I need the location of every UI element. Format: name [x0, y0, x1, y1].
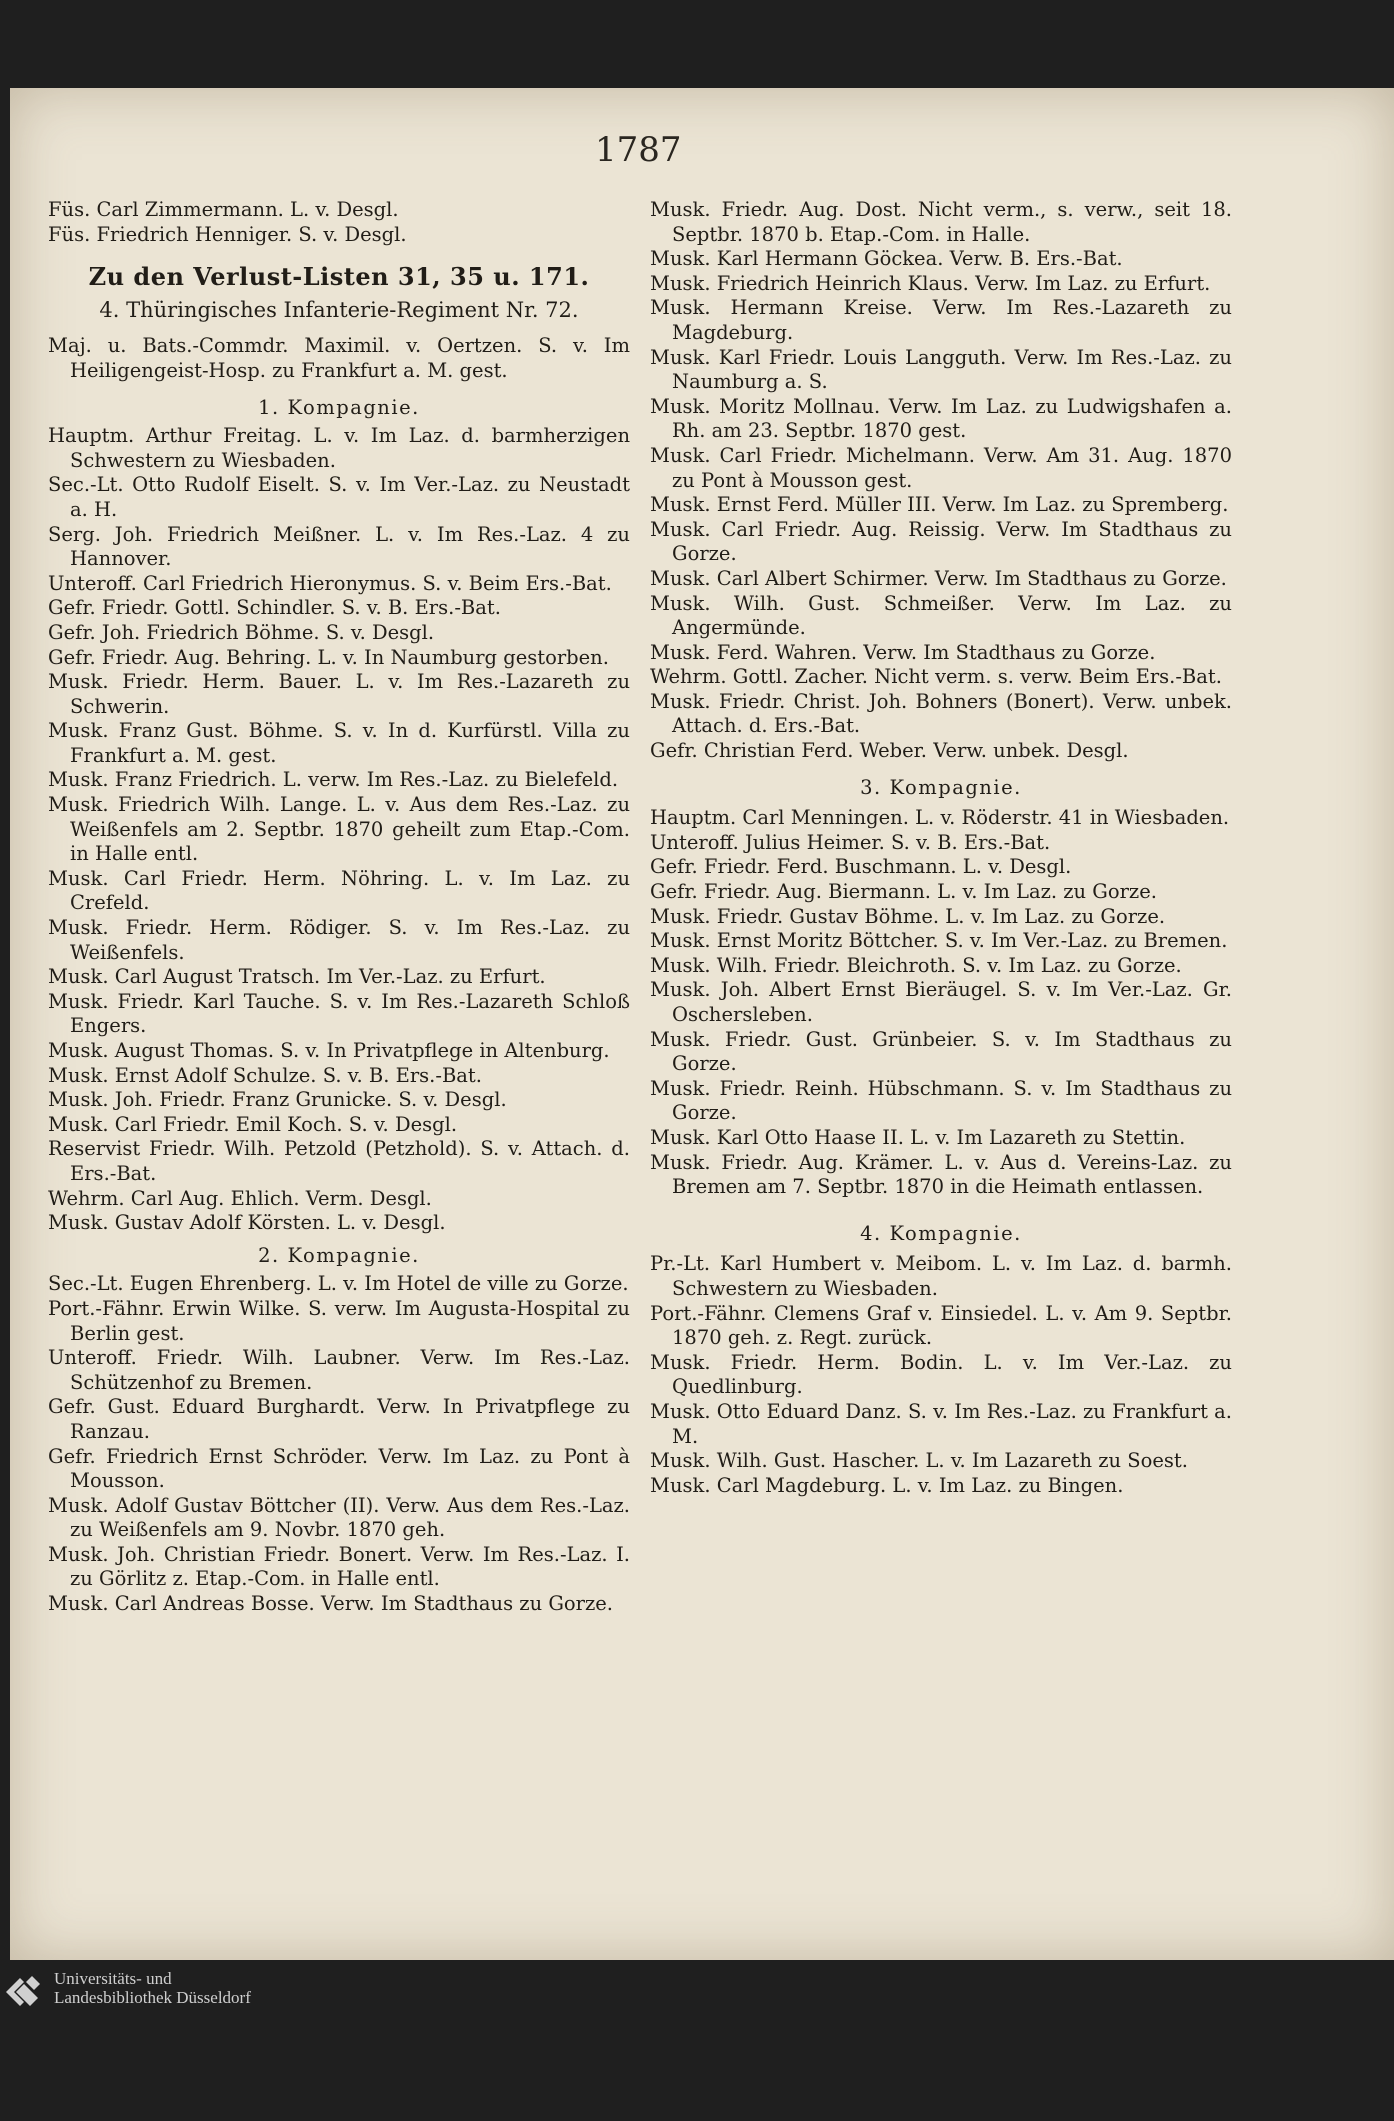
entry: Musk. Joh. Friedr. Franz Grunicke. S. v. Desgl. — [48, 1088, 507, 1112]
entry: Musk. August Thomas. S. v. In Privatpflege in Altenburg. — [48, 1039, 610, 1062]
entry: Musk. Friedrich Wilh. Lange. L. v. Aus dem Res.-Laz. zu Weißenfels am 2. Septbr. 1870 geheilt zum Etap.-Com. in Halle entl. — [48, 793, 630, 866]
entry: Musk. Friedr. Gust. Grünbeier. S. v. Im Stadthaus zu Gorze. — [650, 1027, 1232, 1076]
continued-list — [650, 198, 1232, 764]
entry: Musk. Wilh. Friedr. Bleichroth. S. v. Im Laz. zu Gorze. — [650, 953, 1182, 977]
entry: Musk. Joh. Albert Ernst Bieräugel. S. v. Im Ver.-Laz. Gr. Oschersleben. — [650, 978, 1232, 1026]
entry: Musk. Ferd. Wahren. Verw. Im Stadthaus zu Gorze. — [650, 640, 1156, 664]
entry: Musk. Carl Andreas Bosse. Verw. Im Stadthaus zu Gorze. — [48, 1592, 613, 1616]
company-heading: 1. Kompagnie. — [258, 395, 420, 419]
section-heading: Zu den Verlust-Listen 31, 35 u. 171. — [88, 262, 590, 292]
entry: Musk. Friedr. Aug. Dost. Nicht verm., s. verw., seit 18. Septbr. 1870 b. Etap.-Com. in Halle. — [650, 198, 1232, 246]
company-2-list — [48, 1272, 630, 1616]
entry: Musk. Otto Eduard Danz. S. v. Im Res.-Laz. zu Frankfurt a. M. — [650, 1399, 1232, 1448]
entry: Musk. Adolf Gustav Böttcher (II). Verw. Aus dem Res.-Laz. zu Weißenfels am 9. Novbr. 1870 geh. — [48, 1493, 630, 1542]
entry: Sec.-Lt. Otto Rudolf Eiselt. S. v. Im Ver.-Laz. zu Neustadt a. H. — [48, 473, 630, 521]
entry: Gefr. Friedr. Aug. Biermann. L. v. Im Laz. zu Gorze. — [650, 880, 1157, 904]
right-column — [650, 198, 1232, 1498]
entry: Musk. Karl Hermann Göckea. Verw. B. Ers.-Bat. — [650, 247, 1123, 271]
library-name-line2: Landesbibliothek Düsseldorf — [54, 1988, 251, 2007]
entry: Musk. Moritz Mollnau. Verw. Im Laz. zu Ludwigshafen a. Rh. am 23. Septbr. 1870 gest. — [650, 394, 1232, 443]
entry: Musk. Franz Gust. Böhme. S. v. In d. Kurfürstl. Villa zu Frankfurt a. M. gest. — [48, 719, 630, 767]
entry: Musk. Friedr. Reinh. Hübschmann. S. v. Im Stadthaus zu Gorze. — [650, 1076, 1232, 1125]
entry: Musk. Carl Friedr. Michelmann. Verw. Am 31. Aug. 1870 zu Pont à Mousson gest. — [650, 443, 1232, 492]
entry: Musk. Ernst Ferd. Müller III. Verw. Im Laz. zu Spremberg. — [650, 493, 1229, 517]
entry: Musk. Joh. Christian Friedr. Bonert. Verw. Im Res.-Laz. I. zu Görlitz z. Etap.-Com. in Halle entl. — [48, 1542, 630, 1591]
entry: Gefr. Joh. Friedrich Böhme. S. v. Desgl. — [48, 620, 435, 644]
entry: Musk. Friedrich Heinrich Klaus. Verw. Im Laz. zu Erfurt. — [650, 271, 1211, 295]
entry: Gefr. Friedr. Gottl. Schindler. S. v. B. Ers.-Bat. — [48, 596, 501, 620]
entry: Musk. Friedr. Karl Tauche. S. v. Im Res.-Lazareth Schloß Engers. — [48, 989, 630, 1038]
scanned-page — [10, 88, 1394, 1960]
entry: Gefr. Friedrich Ernst Schröder. Verw. Im Laz. zu Pont à Mousson. — [48, 1444, 630, 1493]
entry: Pr.-Lt. Karl Humbert v. Meibom. L. v. Im Laz. d. barmh. Schwestern zu Wiesbaden. — [650, 1252, 1232, 1300]
entry: Musk. Karl Otto Haase II. L. v. Im Lazareth zu Stettin. — [650, 1125, 1186, 1149]
entry: Musk. Ernst Adolf Schulze. S. v. B. Ers.-Bat. — [48, 1063, 482, 1087]
library-watermark[interactable] — [2, 1966, 251, 2010]
entry: Musk. Ernst Moritz Böttcher. S. v. Im Ver.-Laz. zu Bremen. — [650, 929, 1228, 953]
entry: Gefr. Friedr. Ferd. Buschmann. L. v. Desgl. — [650, 855, 1072, 879]
entry: Reservist Friedr. Wilh. Petzold (Petzhold). S. v. Attach. d. Ers.-Bat. — [48, 1137, 630, 1185]
entry: Füs. Carl Zimmermann. L. v. Desgl. — [48, 198, 399, 221]
left-column — [48, 198, 630, 1617]
entry: Musk. Carl Magdeburg. L. v. Im Laz. zu Bingen. — [650, 1473, 1124, 1497]
entry: Musk. Franz Friedrich. L. verw. Im Res.-Laz. zu Bielefeld. — [48, 768, 619, 792]
entry: Musk. Friedr. Christ. Joh. Bohners (Bonert). Verw. unbek. Attach. d. Ers.-Bat. — [650, 689, 1232, 738]
entry: Musk. Friedr. Gustav Böhme. L. v. Im Laz. zu Gorze. — [650, 904, 1166, 928]
entry: Musk. Hermann Kreise. Verw. Im Res.-Lazareth zu Magdeburg. — [650, 296, 1232, 344]
entry: Hauptm. Carl Menningen. L. v. Röderstr. 41 in Wiesbaden. — [650, 806, 1230, 830]
entry: Musk. Carl Friedr. Aug. Reissig. Verw. Im Stadthaus zu Gorze. — [650, 517, 1232, 566]
company-heading: 3. Kompagnie. — [860, 775, 1022, 799]
entry: Maj. u. Bats.-Commdr. Maximil. v. Oertzen. S. v. Im Heiligengeist-Hosp. zu Frankfurt a. M. gest. — [48, 334, 630, 382]
entry: Musk. Friedr. Herm. Bauer. L. v. Im Res.-Lazareth zu Schwerin. — [48, 670, 630, 718]
company-4-list — [650, 1252, 1232, 1498]
entry: Musk. Carl August Tratsch. Im Ver.-Laz. zu Erfurt. — [48, 965, 546, 989]
entry: Unteroff. Friedr. Wilh. Laubner. Verw. Im Res.-Laz. Schützenhof zu Bremen. — [48, 1346, 630, 1394]
company-3-list — [650, 806, 1232, 1200]
entry: Sec.-Lt. Eugen Ehrenberg. L. v. Im Hotel de ville zu Gorze. — [48, 1272, 629, 1296]
entry: Gefr. Christian Ferd. Weber. Verw. unbek. Desgl. — [650, 739, 1129, 763]
entry: Serg. Joh. Friedrich Meißner. L. v. Im Res.-Laz. 4 zu Hannover. — [48, 522, 630, 571]
entry: Wehrm. Carl Aug. Ehlich. Verm. Desgl. — [48, 1186, 432, 1210]
entry: Musk. Friedr. Aug. Krämer. L. v. Aus d. Vereins-Laz. zu Bremen am 7. Septbr. 1870 in die Heimath entlassen. — [650, 1150, 1232, 1199]
library-name-line1: Universitäts- und — [54, 1969, 172, 1988]
entry: Port.-Fähnr. Clemens Graf v. Einsiedel. L. v. Am 9. Septbr. 1870 geh. z. Regt. zurück. — [650, 1301, 1232, 1350]
entry: Unteroff. Carl Friedrich Hieronymus. S. v. Beim Ers.-Bat. — [48, 571, 612, 595]
company-heading: 2. Kompagnie. — [258, 1243, 420, 1267]
company-heading: 4. Kompagnie. — [860, 1221, 1022, 1245]
entry: Gefr. Friedr. Aug. Behring. L. v. In Naumburg gestorben. — [48, 645, 609, 669]
entry: Hauptm. Arthur Freitag. L. v. Im Laz. d. barmherzigen Schwestern zu Wiesbaden. — [48, 424, 630, 472]
entry: Musk. Carl Friedr. Emil Koch. S. v. Desgl. — [48, 1112, 458, 1136]
entry: Port.-Fähnr. Erwin Wilke. S. verw. Im Augusta-Hospital zu Berlin gest. — [48, 1296, 630, 1345]
entry: Musk. Karl Friedr. Louis Langguth. Verw. Im Res.-Laz. zu Naumburg a. S. — [650, 345, 1232, 394]
entry: Musk. Friedr. Herm. Bodin. L. v. Im Ver.-Laz. zu Quedlinburg. — [650, 1350, 1232, 1399]
entry: Musk. Carl Albert Schirmer. Verw. Im Stadthaus zu Gorze. — [650, 566, 1227, 590]
company-1-list — [48, 424, 630, 1236]
entry: Musk. Wilh. Gust. Hascher. L. v. Im Lazareth zu Soest. — [650, 1449, 1188, 1473]
entry: Musk. Carl Friedr. Herm. Nöhring. L. v. Im Laz. zu Crefeld. — [48, 866, 630, 915]
entry: Wehrm. Gottl. Zacher. Nicht verm. s. verw. Beim Ers.-Bat. — [650, 665, 1222, 689]
entry: Füs. Friedrich Henniger. S. v. Desgl. — [48, 222, 407, 246]
page-number: 1787 — [595, 130, 682, 170]
library-logo-icon — [2, 1966, 46, 2010]
entry: Musk. Wilh. Gust. Schmeißer. Verw. Im Laz. zu Angermünde. — [650, 591, 1232, 640]
regiment-heading: 4. Thüringisches Infanterie-Regiment Nr. 72. — [99, 297, 579, 322]
entry: Musk. Gustav Adolf Körsten. L. v. Desgl. — [48, 1211, 446, 1235]
library-name — [54, 1969, 251, 2007]
entry: Unteroff. Julius Heimer. S. v. B. Ers.-Bat. — [650, 830, 1051, 854]
entry: Musk. Friedr. Herm. Rödiger. S. v. Im Res.-Laz. zu Weißenfels. — [48, 916, 630, 964]
entry: Gefr. Gust. Eduard Burghardt. Verw. In Privatpflege zu Ranzau. — [48, 1395, 630, 1443]
